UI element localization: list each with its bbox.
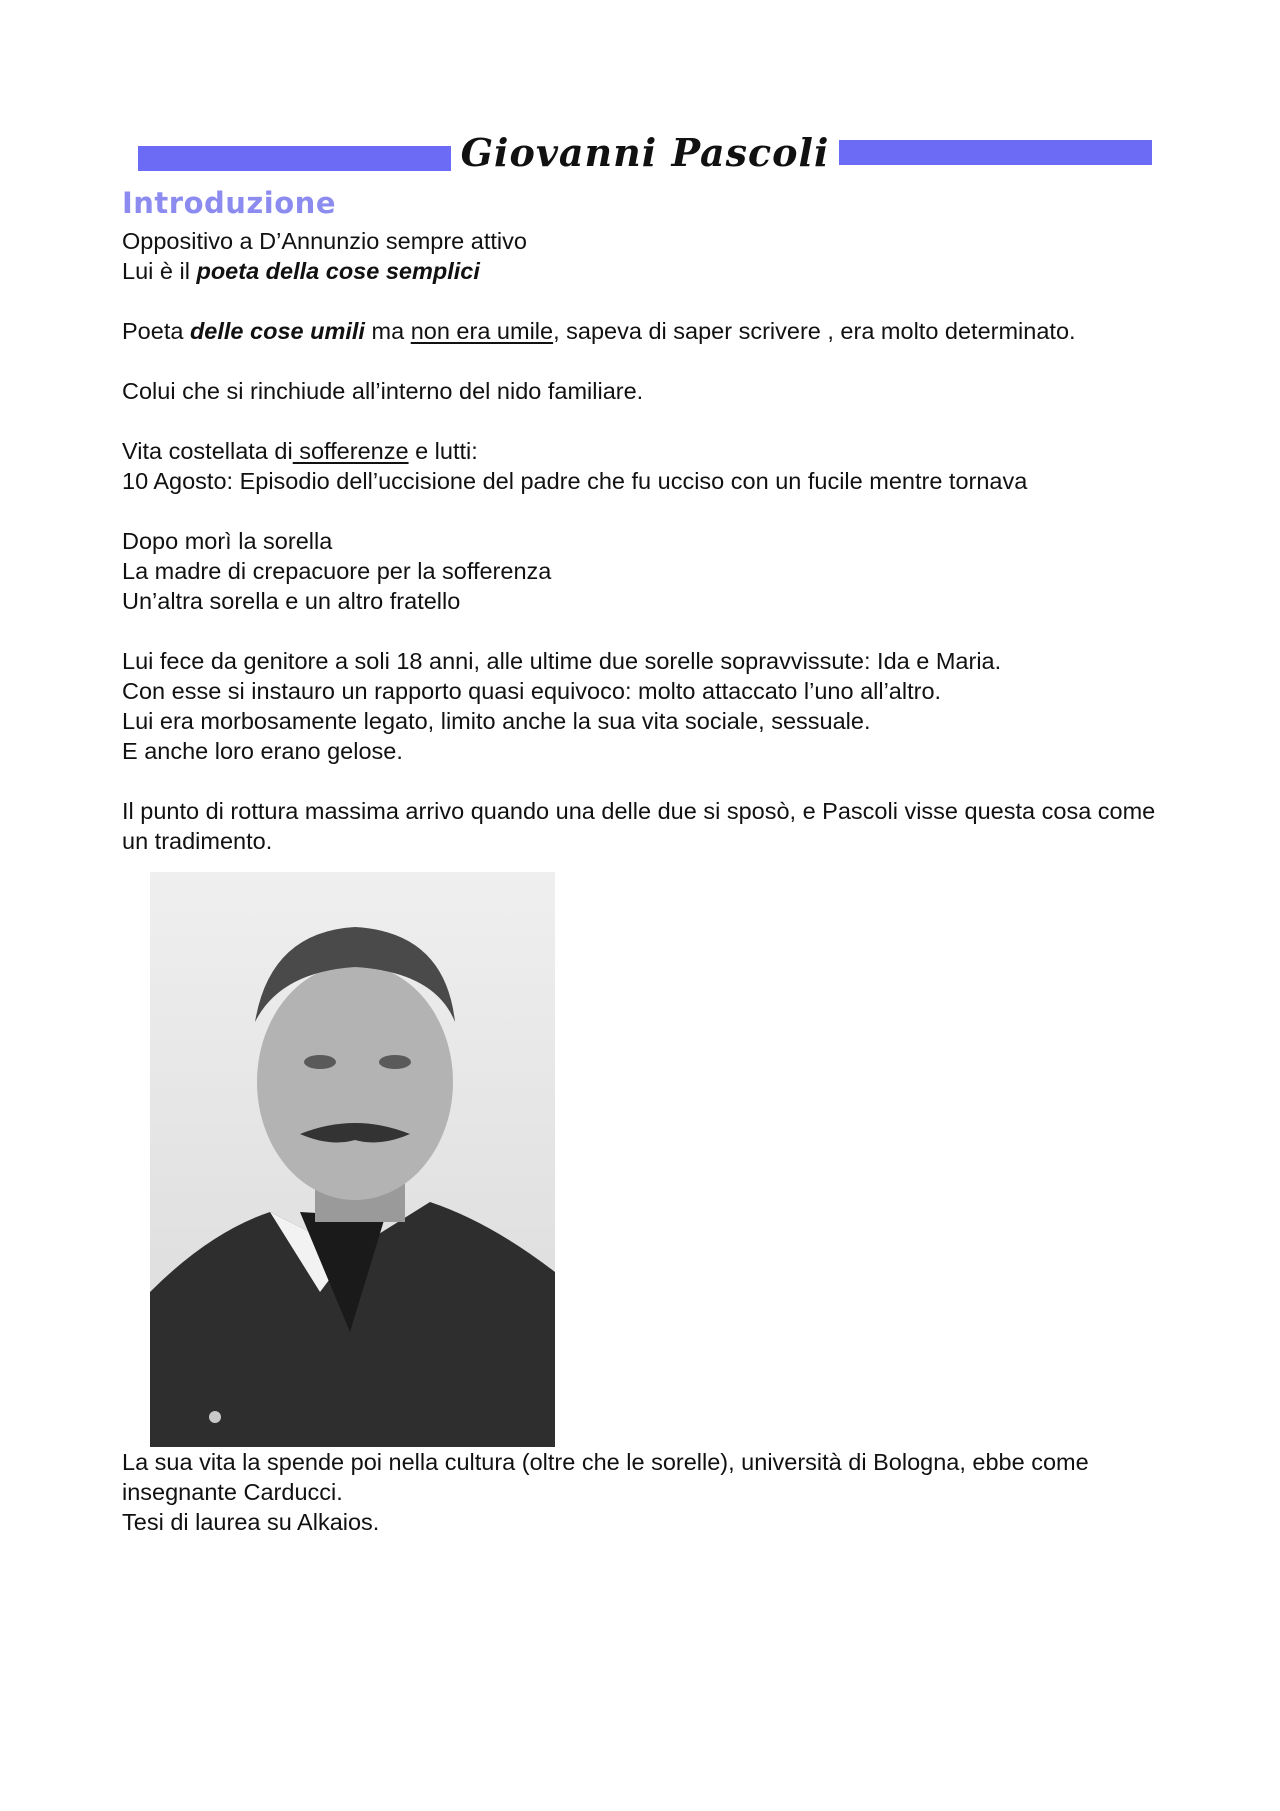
text-run: Vita costellata di — [122, 438, 293, 464]
document-body — [122, 226, 1162, 1537]
underlined-text: non era umile — [410, 318, 554, 344]
text-run: Lui è il — [122, 258, 197, 284]
text-run: e lutti: — [408, 438, 478, 464]
paragraph-line: Colui che si rinchiude all’interno del nido familiare. — [122, 378, 644, 404]
paragraph-line: Un’altra sorella e un altro fratello — [122, 588, 461, 614]
paragraph-line: Dopo morì la sorella — [122, 528, 333, 554]
paragraph-line — [122, 256, 1162, 286]
text-run: , sapeva di saper scrivere , era molto determinato. — [553, 318, 1076, 344]
text-run: Poeta — [122, 318, 190, 344]
section-heading: Introduzione — [122, 186, 336, 220]
portrait-photo — [150, 872, 555, 1447]
underlined-text: sofferenze — [292, 438, 409, 464]
emphasis-text: delle cose umili — [189, 318, 365, 344]
title-banner — [138, 122, 1152, 182]
title-rule-left — [138, 146, 451, 171]
paragraph-line: La madre di crepacuore per la sofferenza — [122, 558, 552, 584]
paragraph-line: Con esse si instauro un rapporto quasi equivoco: molto attaccato l’uno all’altro. — [122, 678, 942, 704]
paragraph-line — [122, 316, 1162, 346]
paragraph-line: E anche loro erano gelose. — [122, 738, 403, 764]
page-title: Giovanni Pascoli — [460, 129, 830, 175]
paragraph-line: Il punto di rottura massima arrivo quando una delle due si sposò, e Pascoli visse questa cosa come un tradimento. — [122, 798, 1156, 854]
paragraph-line: 10 Agosto: Episodio dell’uccisione del padre che fu ucciso con un fucile mentre tornava — [122, 468, 1028, 494]
paragraph-line: Lui fece da genitore a soli 18 anni, alle ultime due sorelle sopravvissute: Ida e Maria. — [122, 648, 1002, 674]
paragraph-line: Oppositivo a D’Annunzio sempre attivo — [122, 228, 527, 254]
paragraph-line: La sua vita la spende poi nella cultura (oltre che le sorelle), università di Bologna, ebbe come insegnante Carducci. — [122, 1449, 1089, 1505]
emphasis-text: poeta della cose semplici — [196, 258, 480, 284]
paragraph-line: Lui era morbosamente legato, limito anche la sua vita sociale, sessuale. — [122, 708, 871, 734]
paragraph-line — [122, 436, 1162, 466]
paragraph-line: Tesi di laurea su Alkaios. — [122, 1509, 380, 1535]
text-run: ma — [364, 318, 411, 344]
title-rule-right — [839, 140, 1152, 165]
